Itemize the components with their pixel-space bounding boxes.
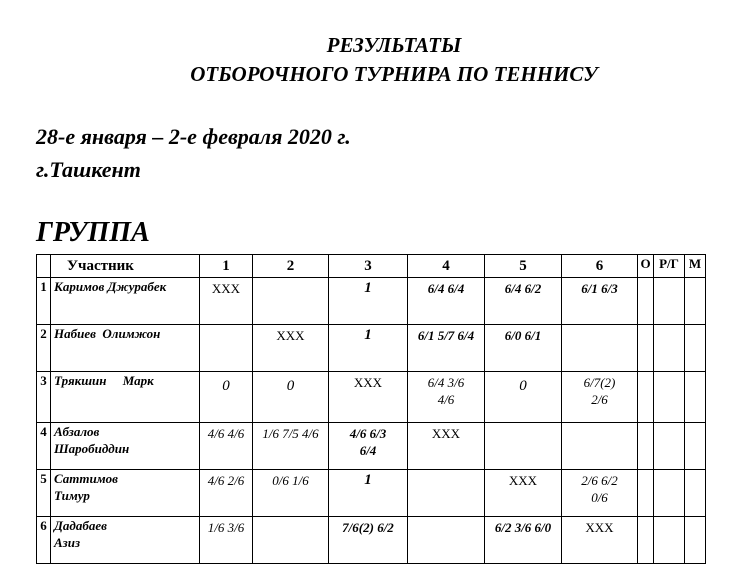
participant-name [51,423,200,470]
result-cell-line: 6/2 3/6 6/0 [494,520,552,535]
group-heading: ГРУППА [36,217,150,248]
result-cell [329,470,408,517]
result-cell [253,470,329,517]
header-col-4: 4 [408,255,485,278]
table-row [37,517,706,564]
row-number: 4 [37,423,51,470]
participant-name-line: Азиз [54,535,81,550]
table-header-row [37,255,706,278]
tournament-dates: 28-е января – 2-е февраля 2020 г. [36,124,351,149]
table-row [37,325,706,372]
row-number: 5 [37,470,51,517]
result-cell [253,372,329,423]
result-cell [408,470,485,517]
ratio-cell [654,470,685,517]
participant-name-line: Тимур [54,488,90,503]
ratio-cell [654,372,685,423]
table-row [37,278,706,325]
result-cell [253,517,329,564]
points-cell [638,423,654,470]
row-number: 3 [37,372,51,423]
result-cell-line: XXX [431,426,461,441]
points-cell [638,278,654,325]
place-cell [685,423,706,470]
result-cell [408,517,485,564]
header-place: М [685,255,706,278]
result-cell-line: 6/4 [359,443,377,458]
points-cell [638,517,654,564]
result-cell-line: 6/1 5/7 6/4 [417,328,475,343]
result-cell [485,423,562,470]
result-cell-line: 4/6 2/6 [207,473,245,488]
place-cell [685,470,706,517]
result-cell [200,372,253,423]
result-cell-line: 6/4 6/4 [427,281,465,296]
result-cell-line: 6/7(2) [583,375,616,390]
header-col-3: 3 [329,255,408,278]
result-cell-line: 4/6 4/6 [207,426,245,441]
result-cell [408,325,485,372]
result-cell [562,470,638,517]
result-cell-line: 0 [519,378,527,394]
result-cell-line: 7/6(2) 6/2 [342,520,394,535]
result-cell-line: XXX [508,473,538,488]
participant-name-line: Саттимов [54,471,118,486]
result-cell-line: 0 [286,378,295,394]
ratio-cell [654,278,685,325]
ratio-cell [654,325,685,372]
result-cell [562,423,638,470]
result-cell [562,372,638,423]
ratio-cell [654,423,685,470]
result-cell [408,423,485,470]
result-cell [253,325,329,372]
participant-name [51,325,200,372]
result-cell-line: 1 [364,327,372,343]
result-cell [562,517,638,564]
header-num-cell [37,255,51,278]
result-cell [485,278,562,325]
result-cell [329,325,408,372]
result-cell-line: 6/4 3/6 [427,375,465,390]
result-cell-line: 4/6 6/3 [349,426,387,441]
result-cell [329,423,408,470]
participant-name-line: Абзалов [54,424,100,439]
result-cell-line: 6/0 6/1 [504,328,542,343]
row-number: 2 [37,325,51,372]
result-cell [485,372,562,423]
result-cell [329,517,408,564]
result-cell [329,278,408,325]
result-cell [408,372,485,423]
result-cell-line: XXX [276,328,305,343]
header-points: О [638,255,654,278]
points-cell [638,372,654,423]
participant-name [51,470,200,517]
row-number: 1 [37,278,51,325]
result-cell [485,470,562,517]
result-cell-line: 6/4 6/2 [504,281,542,296]
result-cell-line: 1/6 7/5 4/6 [262,426,319,441]
result-cell-line: 0/6 [591,490,608,505]
result-cell [253,423,329,470]
participant-name-line: Набиев Олимжон [54,326,161,341]
participant-name [51,372,200,423]
participant-name-line: Каримов Джурабек [54,279,167,294]
result-cell-line: XXX [353,375,383,390]
result-cell-line: XXX [211,281,241,296]
title-line-1: РЕЗУЛЬТАТЫ [326,33,462,57]
result-cell-line: XXX [585,520,614,535]
result-cell-line: 6/1 6/3 [581,281,618,296]
participant-name-line: Шаробиддин [54,441,130,456]
table-row [37,423,706,470]
participant-name-line: Дадабаев [54,518,107,533]
result-cell [200,517,253,564]
points-cell [638,470,654,517]
participant-name-line: Трякшин Марк [54,373,154,388]
results-table [36,254,706,564]
result-cell [329,372,408,423]
header-col-5: 5 [485,255,562,278]
result-cell [485,325,562,372]
result-cell-line: 1/6 3/6 [207,520,245,535]
ratio-cell [654,517,685,564]
header-col-2: 2 [253,255,329,278]
header-col-6: 6 [562,255,638,278]
result-cell [200,423,253,470]
participant-name [51,517,200,564]
result-cell-line: 0 [222,378,230,394]
result-cell [485,517,562,564]
result-cell [200,278,253,325]
result-cell [200,470,253,517]
result-cell-line: 0/6 1/6 [272,473,309,488]
place-cell [685,372,706,423]
participant-name [51,278,200,325]
place-cell [685,517,706,564]
result-cell-line: 4/6 [437,392,455,407]
place-cell [685,325,706,372]
result-cell [562,325,638,372]
tournament-city: г.Ташкент [36,157,141,182]
result-cell [408,278,485,325]
result-cell [200,325,253,372]
header-ratio: Р/Г [654,255,685,278]
result-cell-line: 1 [364,280,372,296]
result-cell-line: 1 [364,472,372,488]
place-cell [685,278,706,325]
header-participant: Участник [51,255,200,278]
header-col-1: 1 [200,255,253,278]
result-cell [562,278,638,325]
table-row [37,470,706,517]
title-line-2: ОТБОРОЧНОГО ТУРНИРА ПО ТЕННИСУ [190,62,598,86]
result-cell [253,278,329,325]
table-row [37,372,706,423]
result-cell-line: 2/6 [591,392,608,407]
points-cell [638,325,654,372]
row-number: 6 [37,517,51,564]
result-cell-line: 2/6 6/2 [581,473,618,488]
